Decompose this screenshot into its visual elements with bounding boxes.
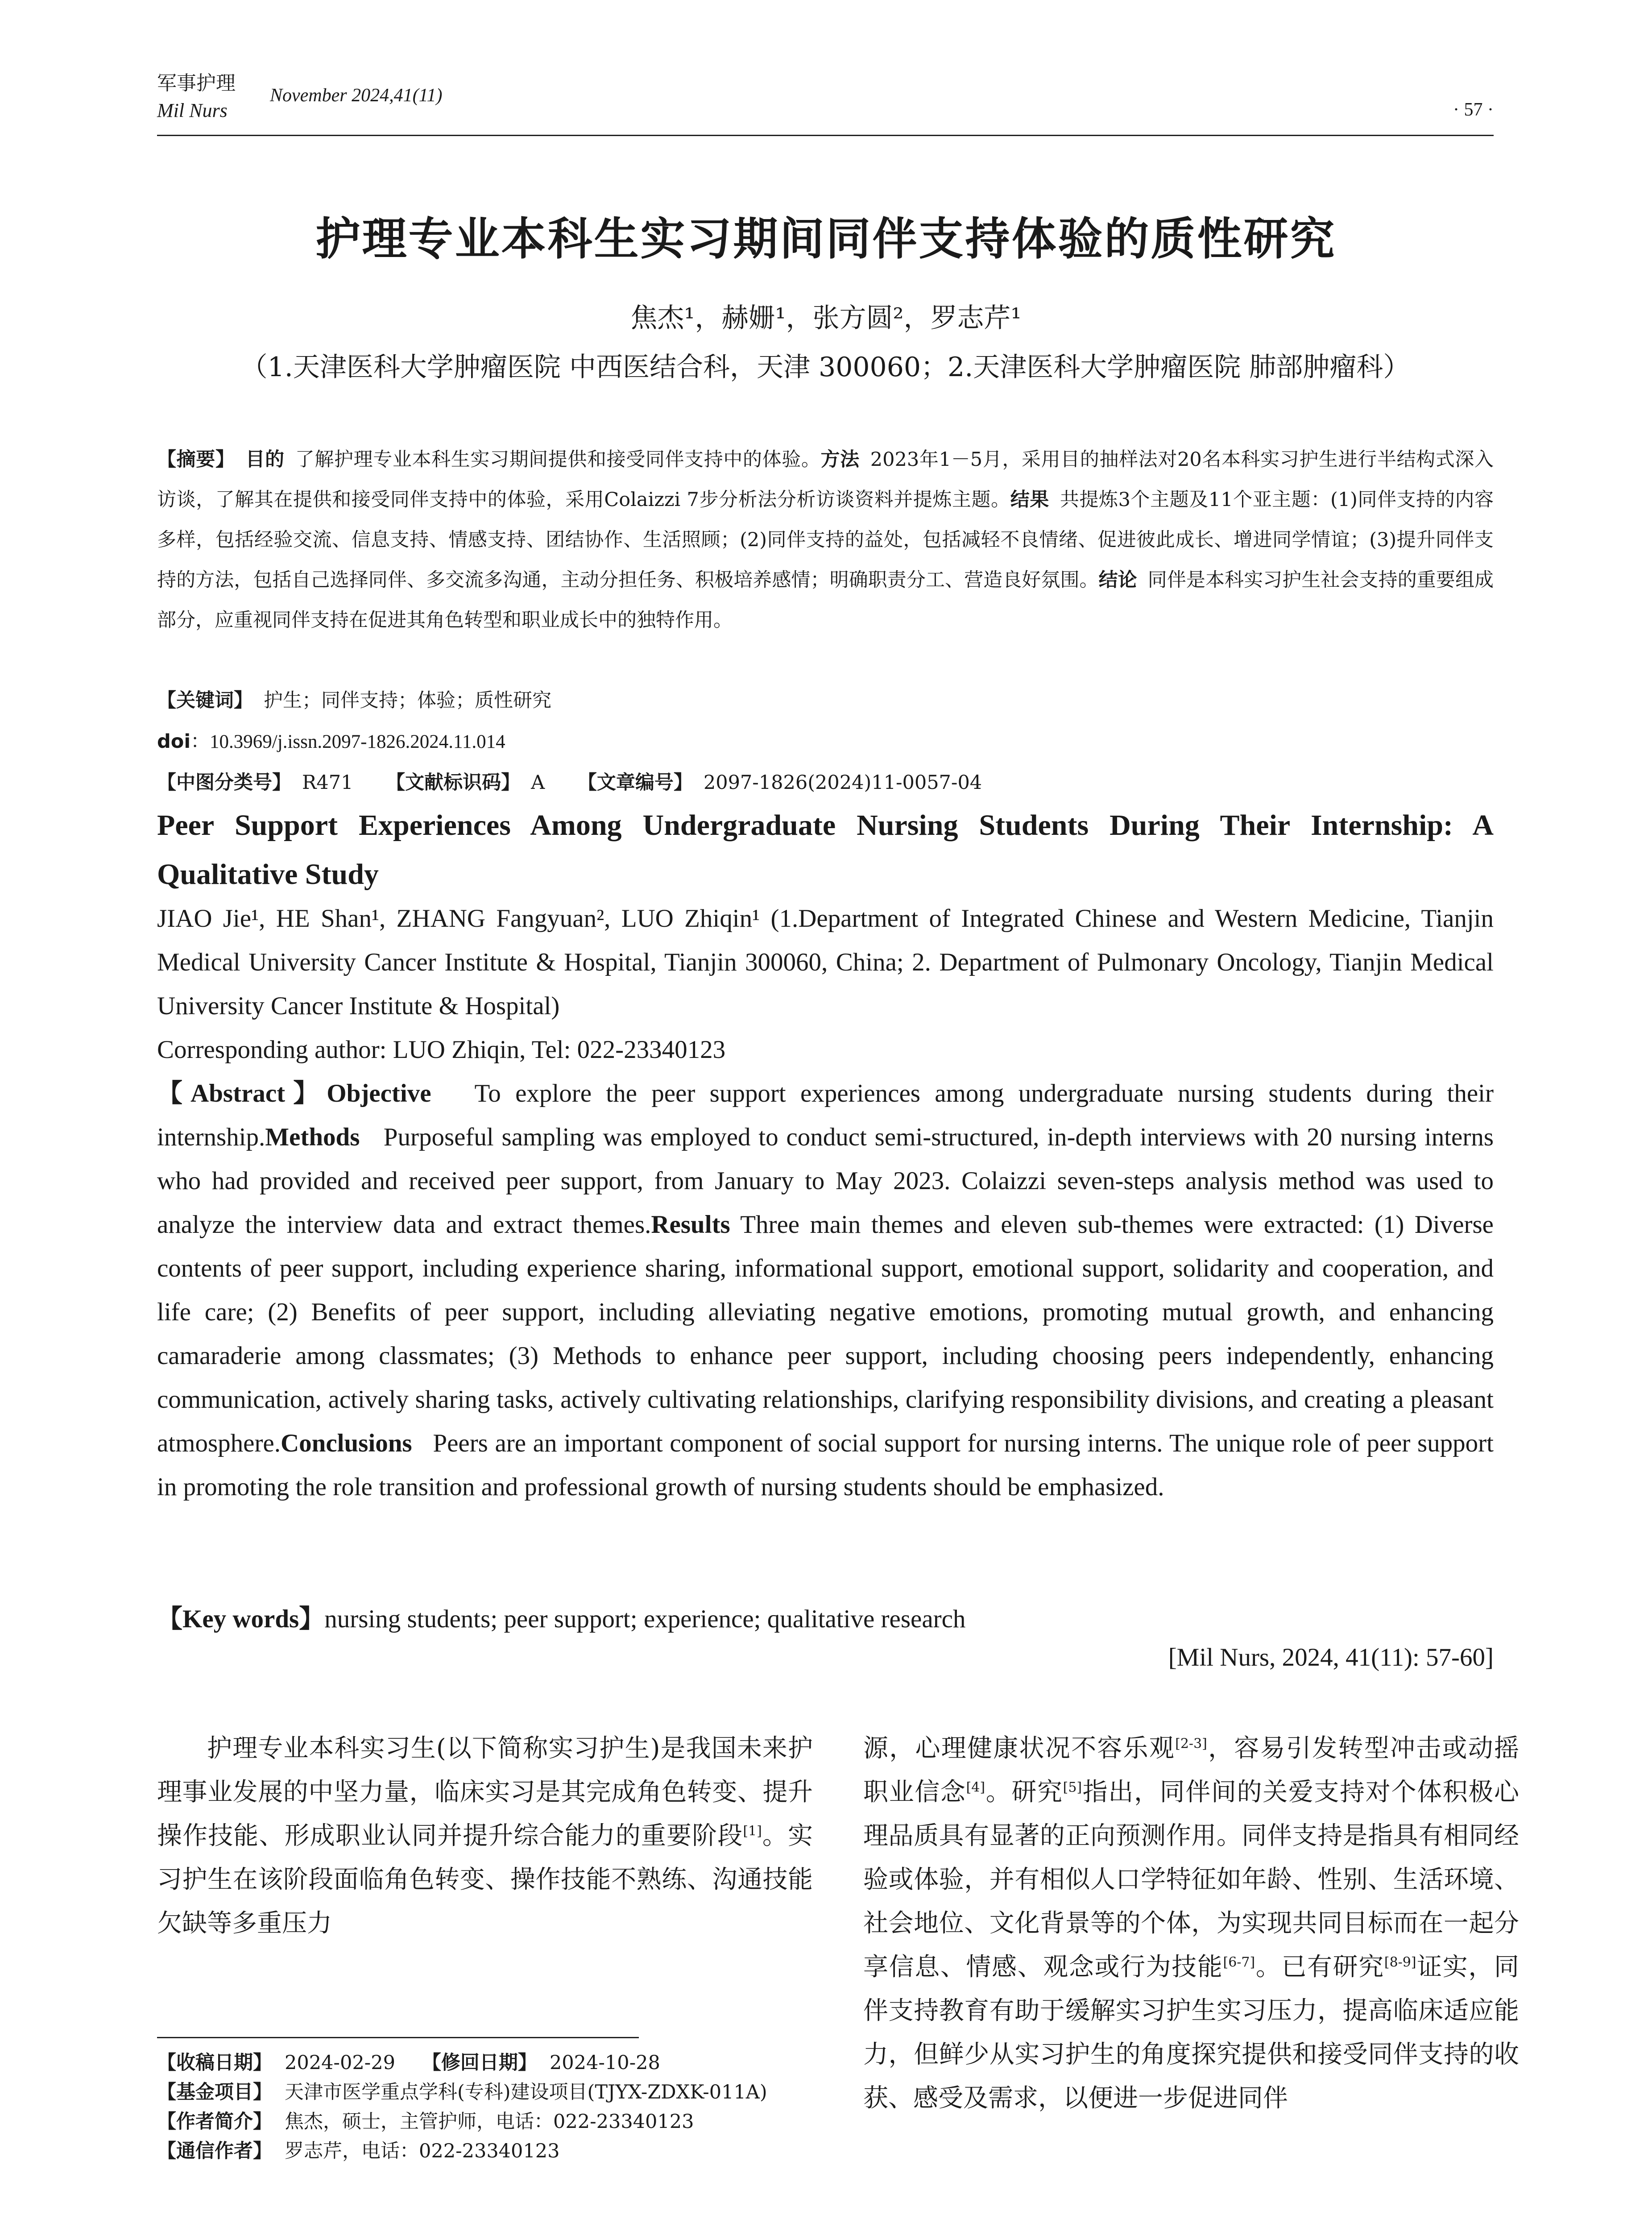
doi-value[interactable]: ：10.3969/j.issn.2097-1826.2024.11.014: [190, 731, 505, 752]
citation-ref[interactable]: [6-7]: [1223, 1954, 1255, 1970]
body-column-right: [863, 1727, 1519, 2120]
keywords-en-text: nursing students; peer support; experience; qualitative research: [324, 1605, 966, 1633]
journal-name-cn: 军事护理: [157, 72, 236, 95]
body-text: 源，心理健康状况不容乐观: [863, 1734, 1176, 1763]
body-text: 证实，同伴支持教育有助于缓解实习护生实习压力，提高临床适应能力，但鲜少从实习护生的角度探究提供和接受同伴支持的收获、感受及需求，以便进一步促进同伴: [863, 1953, 1520, 2113]
corresponding-text: 罗志芹，电话：022-23340123: [285, 2140, 560, 2162]
conclusions-en-text: Peers are an important component of social support for nursing interns. The unique role of peer support in promoting the role transition and professional growth of nursing students should be emphasized.: [157, 1429, 1494, 1501]
fund-label: 【基金项目】: [157, 2081, 272, 2103]
citation-ref[interactable]: [4]: [966, 1779, 985, 1796]
page-number: · 57 ·: [1453, 100, 1494, 120]
doi-line: [157, 722, 1494, 762]
footnote: [157, 2048, 813, 2166]
body-text: 。研究: [985, 1778, 1063, 1807]
abstract-en-label: 【Abstract】: [157, 1079, 327, 1107]
doc-code-label: 【文献标识码】: [386, 771, 521, 794]
revised-label: 【修回日期】: [422, 2052, 537, 2074]
objective-en-label: Objective: [327, 1079, 431, 1107]
abstract-cn: [157, 440, 1494, 640]
classification-line: [157, 763, 1494, 803]
article-title-en: Peer Support Experiences Among Undergraduate Nursing Students During Their Internship: A Qualitative Study: [157, 809, 1494, 891]
doc-code-value: A: [531, 771, 545, 794]
author-bio-text: 焦杰，硕士，主管护师，电话：022-23340123: [285, 2111, 694, 2133]
keywords-en: [157, 1597, 1494, 1641]
keywords-en-label: 【Key words】: [157, 1605, 325, 1633]
authors: 焦杰¹，赫姗¹，张方圆²，罗志芹¹: [630, 303, 1022, 334]
results-en-text: Three main themes and eleven sub-themes were extracted: (1) Diverse contents of peer support, including experience sharing, informational support, emotional support, solidarity and cooperation, and life care; (2) Benefits of peer support, including alleviating negative emotions, promoting mutual growth, and enhancing camaraderie among classmates; (3) Methods to enhance peer support, including choosing peers independently, enhancing communication, actively sharing tasks, actively cultivating relationships, clarifying responsibility divisions, and creating a pleasant atmosphere.: [157, 1211, 1494, 1457]
results-label: 结果: [1010, 489, 1049, 511]
citation-en: [Mil Nurs, 2024, 41(11): 57-60]: [1168, 1643, 1494, 1671]
body-text: ，容易引发转型冲击或动摇职业信念: [863, 1734, 1519, 1807]
clc-label: 【中图分类号】: [157, 771, 291, 794]
conclusions-label: 结论: [1098, 569, 1137, 591]
abstract-en: [157, 1072, 1494, 1509]
citation-ref[interactable]: [5]: [1063, 1779, 1082, 1796]
methods-label: 方法: [820, 448, 860, 471]
body-paragraph-cont: 。实习护生在该阶段面临角色转变、操作技能不熟练、沟通技能欠缺等多重压力: [157, 1821, 813, 1938]
clc-value: R471: [302, 771, 353, 794]
citation-ref[interactable]: [8-9]: [1384, 1954, 1416, 1970]
received-date: 2024-02-29: [285, 2052, 395, 2074]
objective-en-text: To explore the peer support experiences among undergraduate nursing students during their internship.: [157, 1079, 1494, 1151]
methods-text: 2023年1－5月，采用目的抽样法对20名本科实习护生进行半结构式深入访谈，了解其在提供和接受同伴支持中的体验，采用Colaizzi 7步分析法分析访谈资料并提炼主题。: [157, 448, 1494, 511]
footnote-rule: [157, 2037, 639, 2038]
received-label: 【收稿日期】: [157, 2052, 272, 2074]
keywords-label: 【关键词】: [157, 689, 253, 712]
corresponding-author: Corresponding author: LUO Zhiqin, Tel: 022-23340123: [157, 1036, 726, 1064]
methods-en-text: Purposeful sampling was employed to conduct semi-structured, in-depth interviews with 20 nursing interns who had provided and received peer support, from January to May 2023. Colaizzi seven-steps analysis method was used to analyze the interview data and extract themes.: [157, 1123, 1494, 1239]
article-number-label: 【文章编号】: [577, 771, 693, 794]
objective-text: 了解护理专业本科生实习期间提供和接受同伴支持中的体验。: [295, 448, 821, 471]
corresponding-label: 【通信作者】: [157, 2140, 272, 2162]
affiliation: （1.天津医科大学肿瘤医院 中西医结合科，天津 300060；2.天津医科大学肿瘤医院 肺部肿瘤科）: [240, 352, 1410, 383]
journal-name-en: Mil Nurs: [157, 100, 228, 121]
article-number-value: 2097-1826(2024)11-0057-04: [703, 771, 982, 794]
body-text: 。已有研究: [1255, 1953, 1384, 1982]
keywords-cn: [157, 680, 1494, 721]
revised-date: 2024-10-28: [549, 2052, 660, 2074]
body-text: 指出，同伴间的关爱支持对个体积极心理品质具有显著的正向预测作用。同伴支持是指具有相同经验或体验，并有相似人口学特征如年龄、性别、生活环境、社会地位、文化背景等的个体，为实现共同目标而在一起分享信息、情感、观念或行为技能: [863, 1778, 1520, 1982]
keywords-text: 护生；同伴支持；体验；质性研究: [264, 689, 551, 712]
issue-date: November 2024,41(11): [270, 85, 443, 106]
fund-text: 天津市医学重点学科(专科)建设项目(TJYX-ZDXK-011A): [285, 2081, 767, 2103]
authors-en: JIAO Jie¹, HE Shan¹, ZHANG Fangyuan², LUO Zhiqin¹ (1.Department of Integrated Chinese and Western Medicine, Tianjin Medical University Cancer Institute & Hospital, Tianjin 300060, China; 2. Department of Pulmonary Oncology, Tianjin Medical University Cancer Institute & Hospital): [157, 904, 1494, 1020]
doi-label: doi: [157, 730, 191, 753]
body-column-left: [157, 1727, 813, 1945]
objective-label: 目的: [245, 448, 285, 471]
body-paragraph: 护理专业本科实习生(以下简称实习护生)是我国未来护理事业发展的中坚力量，临床实习是其完成角色转变、提升操作技能、形成职业认同并提升综合能力的重要阶段: [157, 1734, 813, 1850]
conclusions-text: 同伴是本科实习护生社会支持的重要组成部分，应重视同伴支持在促进其角色转型和职业成长中的独特作用。: [157, 569, 1494, 631]
article-title: 护理专业本科生实习期间同伴支持体验的质性研究: [315, 213, 1337, 265]
citation-ref[interactable]: [1]: [743, 1823, 762, 1839]
results-en-label: Results: [651, 1211, 730, 1239]
author-bio-label: 【作者简介】: [157, 2111, 272, 2133]
results-text: 共提炼3个主题及11个亚主题：(1)同伴支持的内容多样，包括经验交流、信息支持、情感支持、团结协作、生活照顾；(2)同伴支持的益处，包括减轻不良情绪、促进彼此成长、增进同学情谊；(3)提升同伴支持的方法，包括自己选择同伴、多交流多沟通，主动分担任务、积极培养感情；明确职责分工、营造良好氛围。: [157, 489, 1494, 591]
conclusions-en-label: Conclusions: [280, 1429, 412, 1457]
citation-ref[interactable]: [2-3]: [1175, 1736, 1207, 1752]
methods-en-label: Methods: [265, 1123, 360, 1151]
abstract-label: 【摘要】: [157, 448, 235, 471]
header-rule: [157, 135, 1494, 136]
